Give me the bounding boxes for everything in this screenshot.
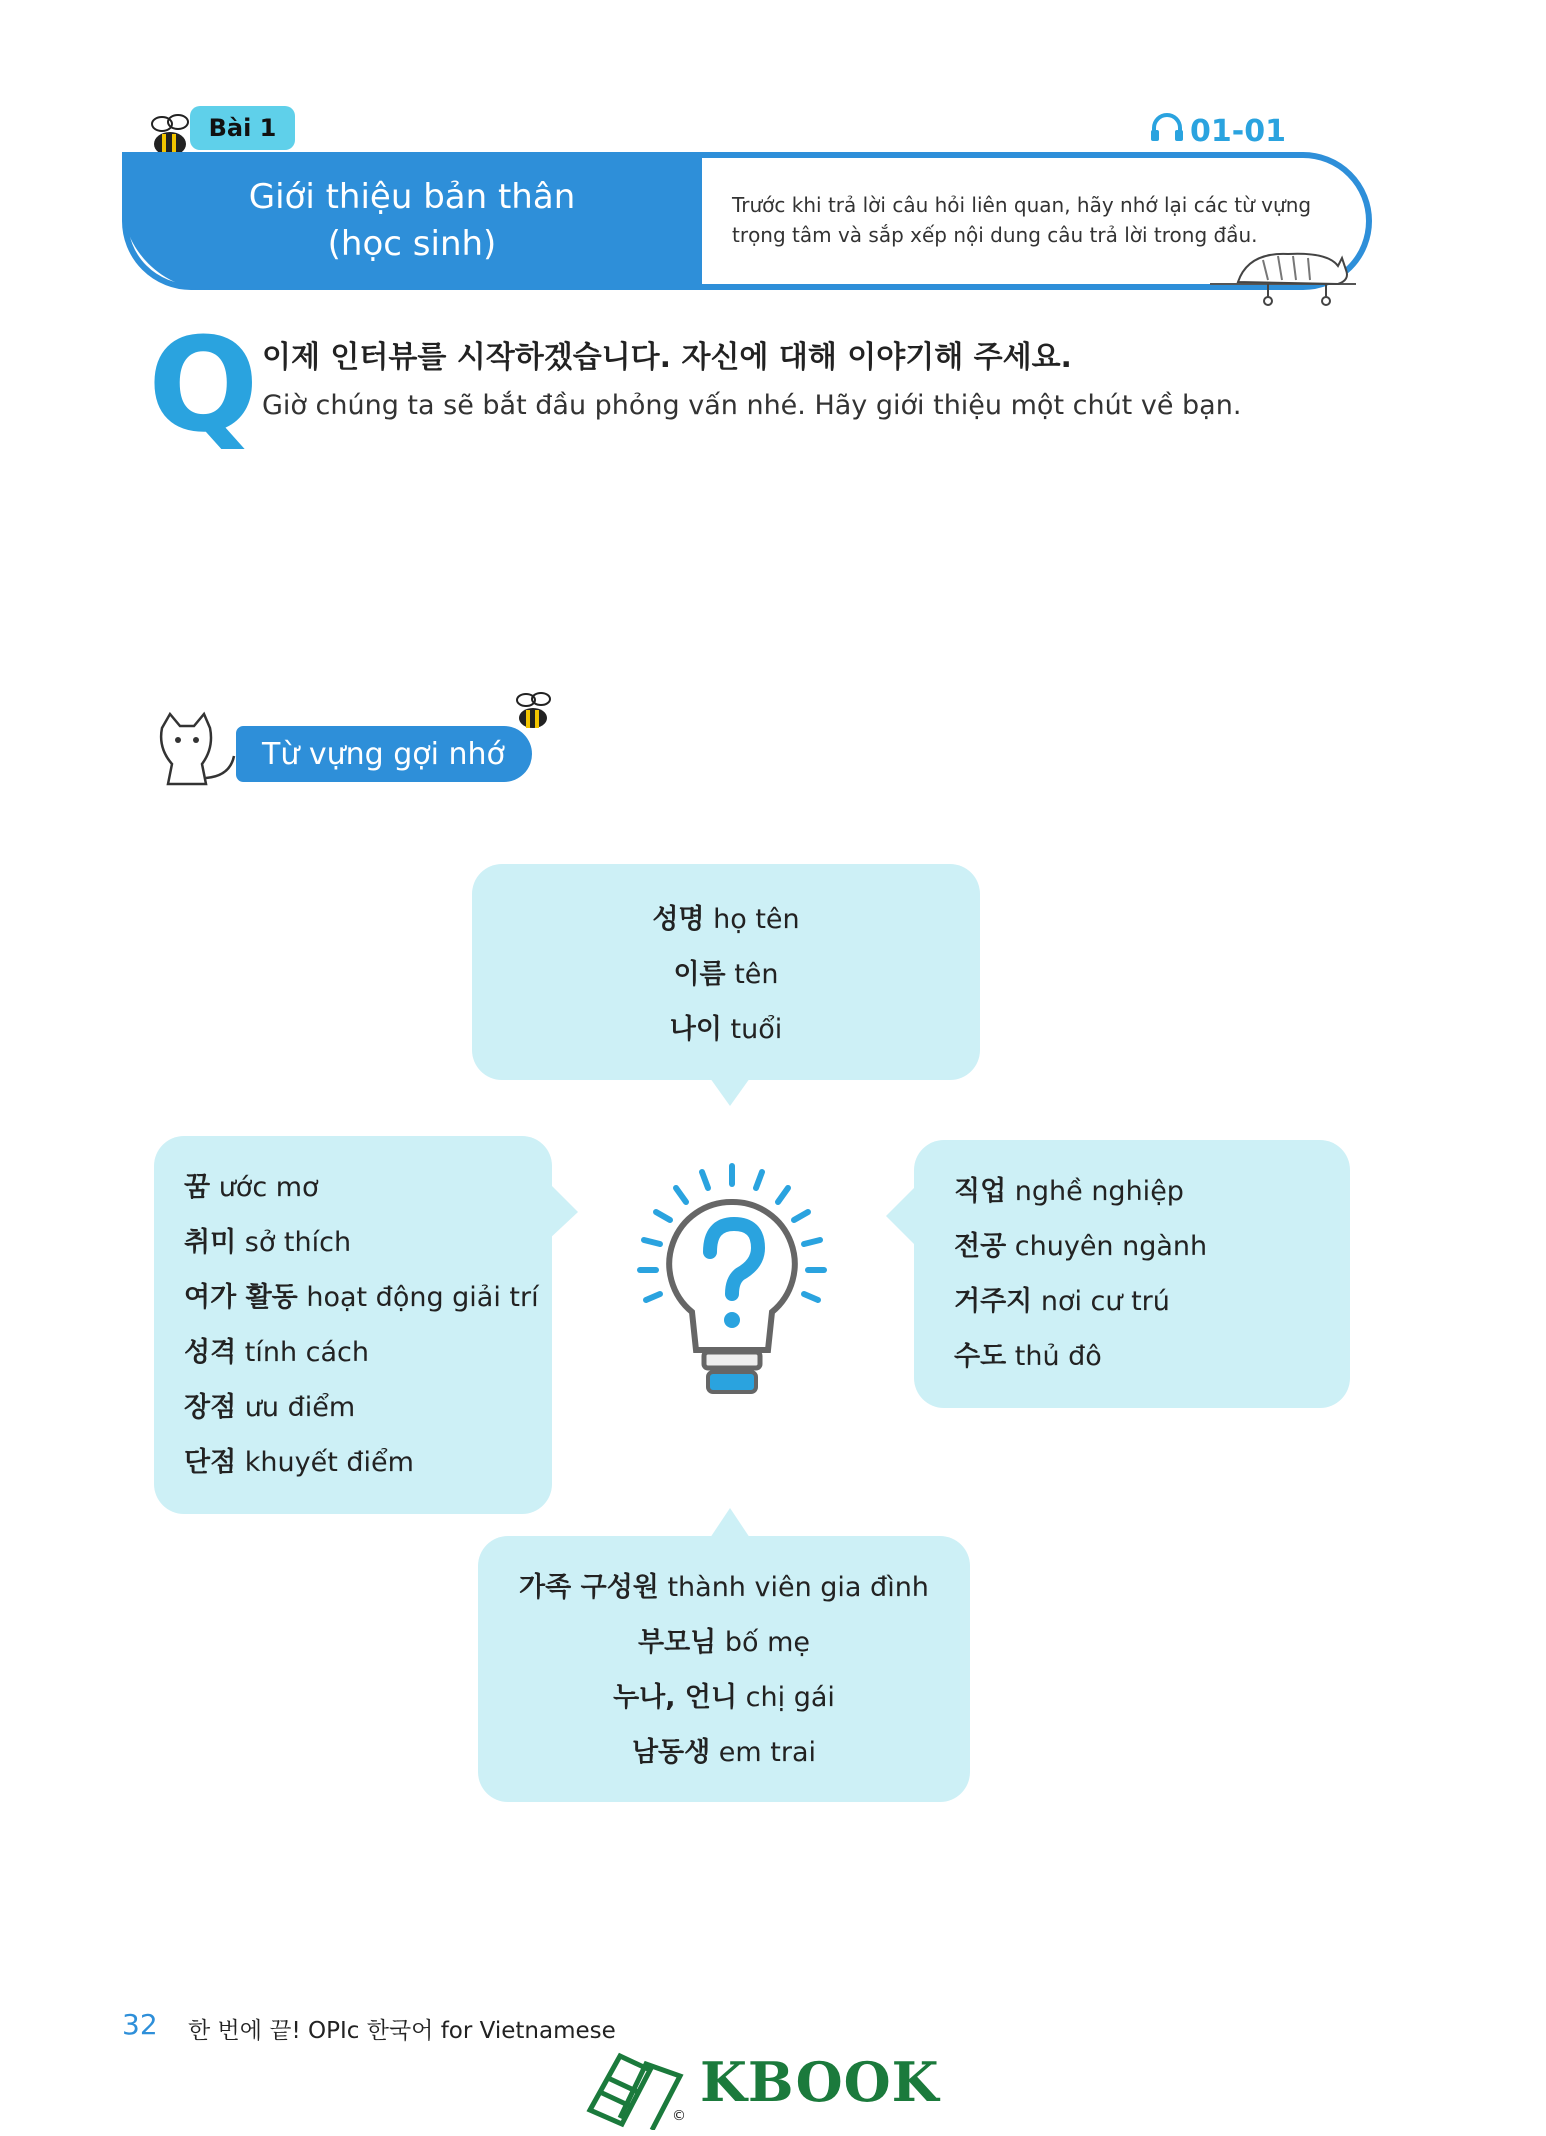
title-line-1: Giới thiệu bản thân xyxy=(248,177,576,217)
vocab-item: 나이 tuổi xyxy=(669,1014,783,1045)
vocab-item: 가족 구성원 thành viên gia đình xyxy=(519,1572,929,1603)
vocab-item: 거주지 nơi cư trú xyxy=(954,1286,1170,1317)
vocab-item: 남동생 em trai xyxy=(631,1737,817,1768)
vocab-item: 전공 chuyên ngành xyxy=(954,1231,1208,1262)
question-mark-letter: Q xyxy=(148,309,259,461)
vocab-item: 누나, 언니 chị gái xyxy=(613,1682,835,1713)
lightbulb-question-icon xyxy=(622,1160,842,1420)
vocab-item: 성명 họ tên xyxy=(652,904,800,935)
vocab-item: 수도 thủ đô xyxy=(954,1341,1102,1372)
lesson-description: Trước khi trả lời câu hỏi liên quan, hãy nhớ lại các từ vựng trọng tâm và sắp xếp nội dung câu trả lời trong đầu. xyxy=(732,193,1312,247)
lesson-tag: Bài 1 xyxy=(190,106,295,150)
vocab-item: 단점 khuyết điểm xyxy=(184,1447,414,1478)
vocab-item: 직업 nghề nghiệp xyxy=(954,1176,1184,1207)
vocab-item: 여가 활동 hoạt động giải trí xyxy=(184,1282,539,1313)
bubble-left-list xyxy=(184,1160,544,1490)
audio-track-label: 01-01 xyxy=(1190,113,1286,149)
vocab-item: 취미 sở thích xyxy=(184,1227,352,1258)
vocab-item: 성격 tính cách xyxy=(184,1337,370,1368)
vocab-item: 부모님 bố mẹ xyxy=(638,1627,810,1658)
bubble-right-list xyxy=(954,1164,1334,1384)
title-line-2: (học sinh) xyxy=(327,224,497,264)
vocab-item: 장점 ưu điểm xyxy=(184,1392,356,1423)
series-title: 한 번에 끝! OPIc 한국어 for Vietnamese xyxy=(188,2018,616,2044)
vocab-item: 꿈 ước mơ xyxy=(184,1172,319,1203)
copyright-mark: © xyxy=(672,2108,686,2124)
page-number: 32 xyxy=(122,2008,158,2041)
question-vietnamese: Giờ chúng ta sẽ bắt đầu phỏng vấn nhé. Hãy giới thiệu một chút về bạn. xyxy=(262,390,1242,421)
vocab-heading: Từ vựng gợi nhớ xyxy=(236,726,532,782)
bubble-bottom-list xyxy=(478,1560,970,1780)
question-korean: 이제 인터뷰를 시작하겠습니다. 자신에 대해 이야기해 주세요. xyxy=(262,340,1072,375)
bubble-top-list xyxy=(472,892,980,1057)
publisher-logo-text: KBOOK xyxy=(700,2050,940,2114)
vocab-item: 이름 tên xyxy=(673,959,779,990)
